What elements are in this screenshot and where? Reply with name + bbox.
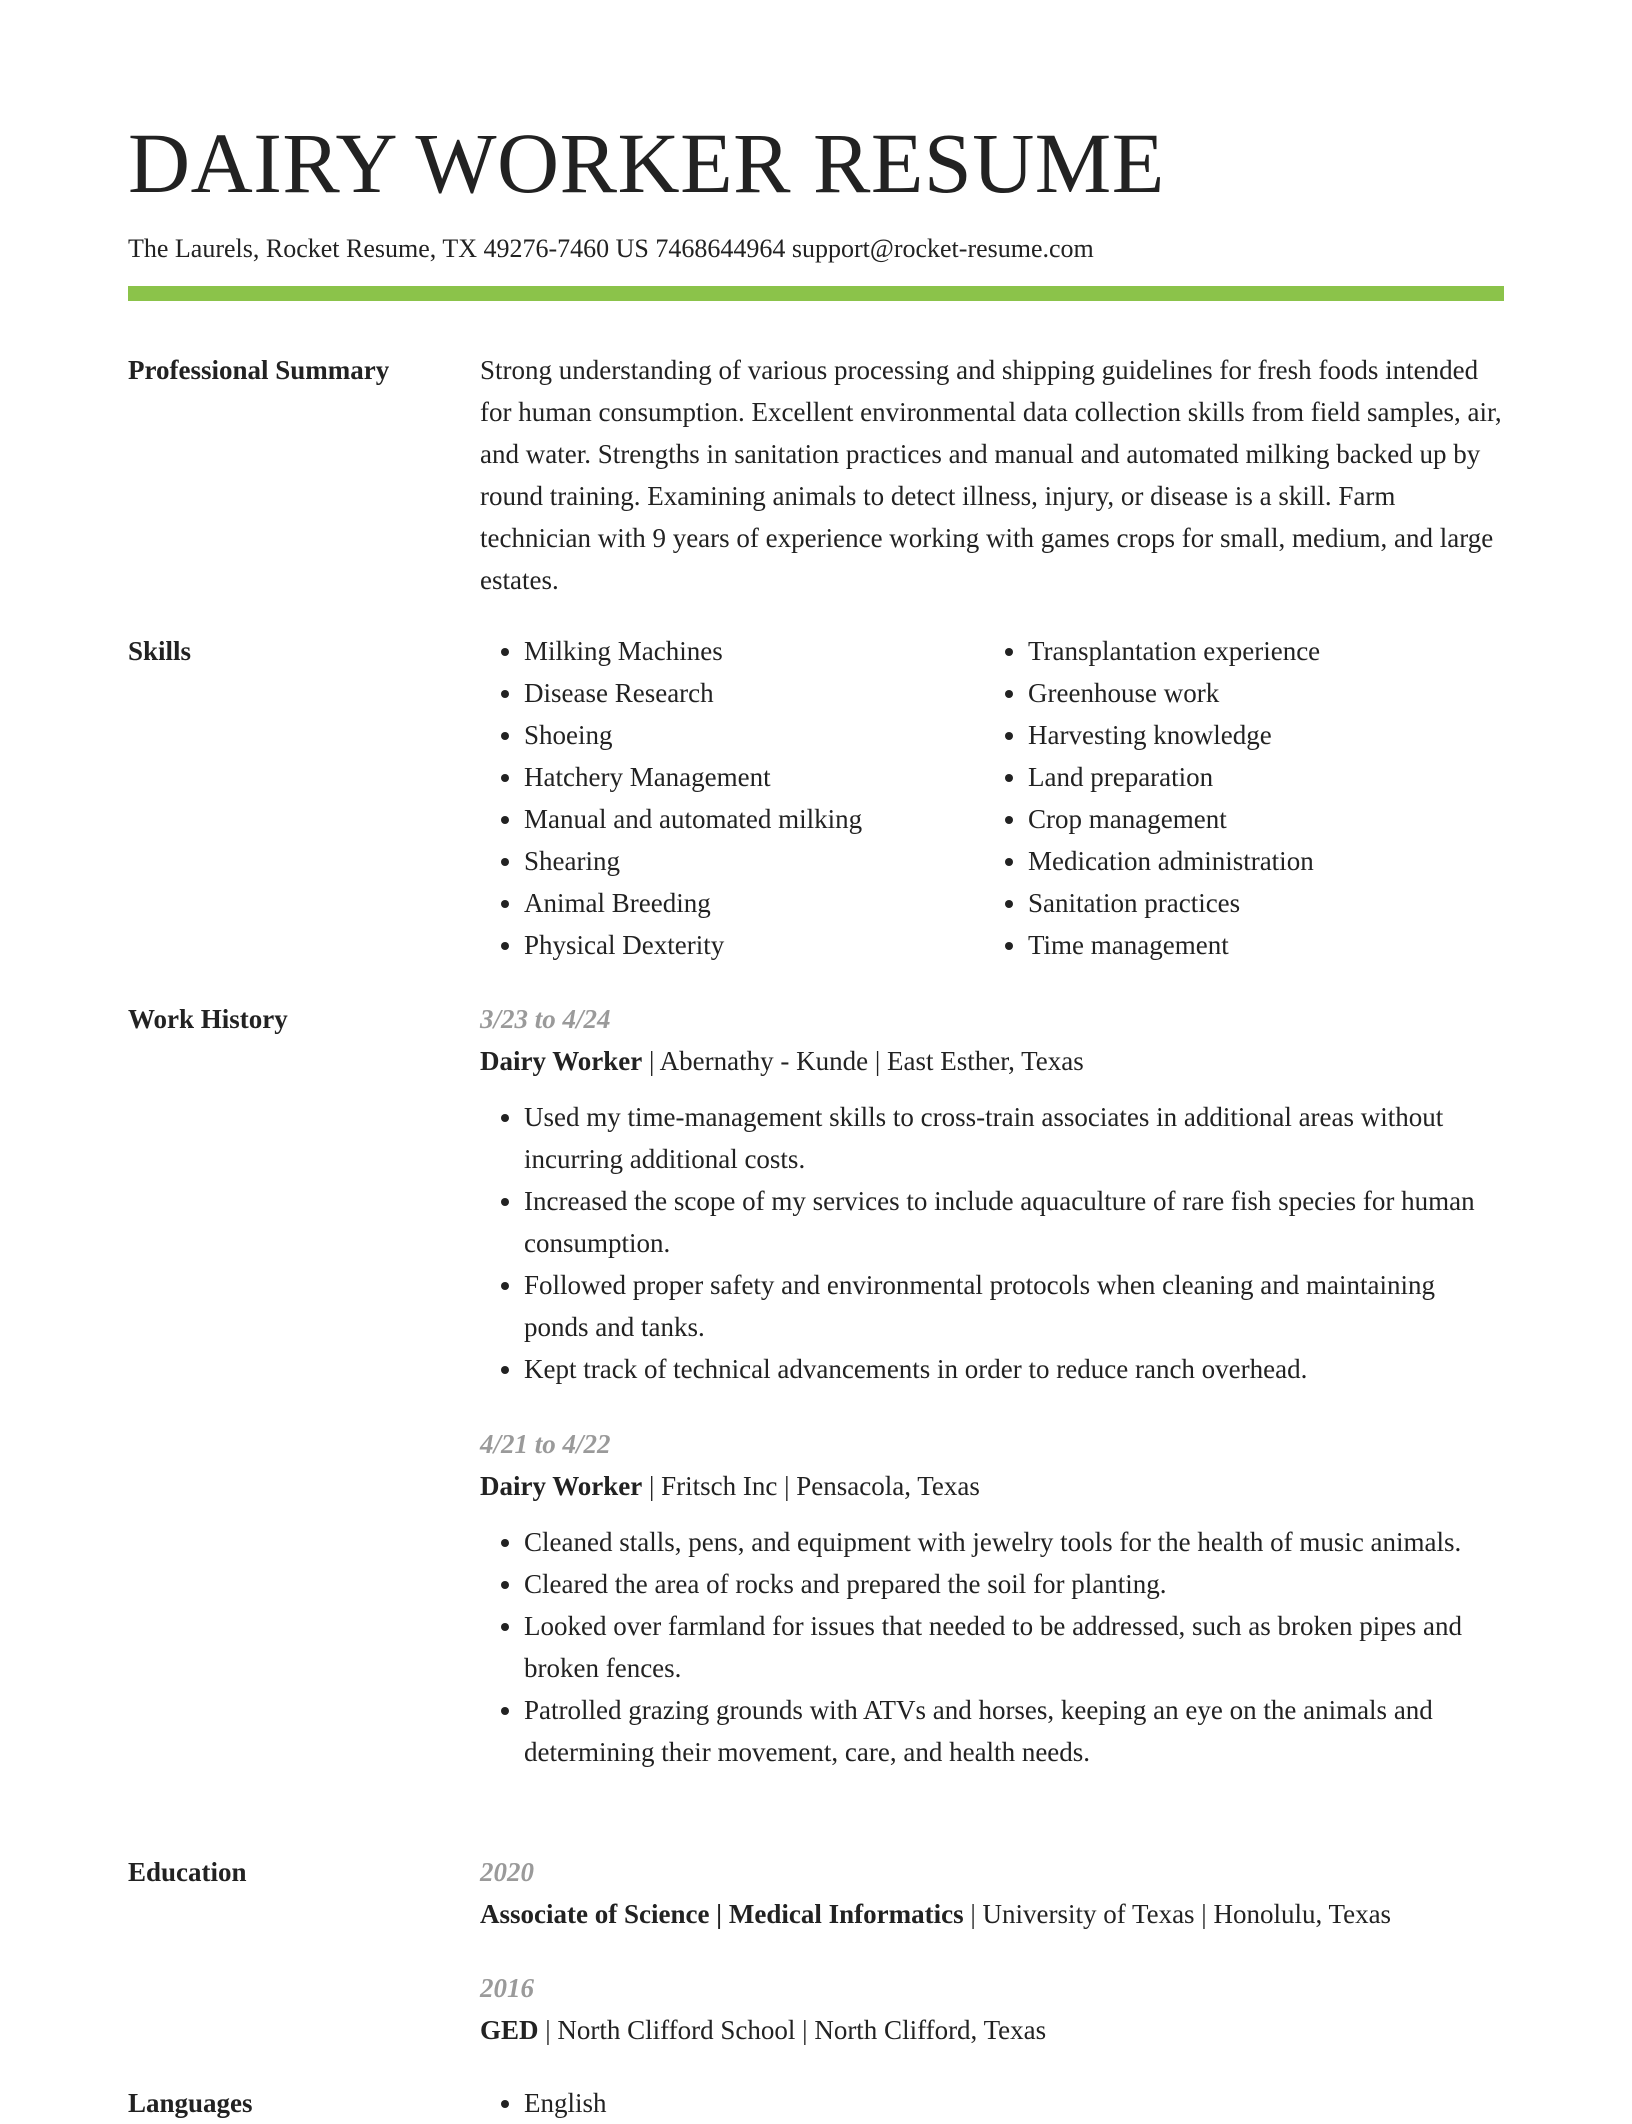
job-bullet: • Increased the scope of my services to include aquaculture of rare fish species for human consumption. bbox=[524, 1180, 1504, 1264]
languages-heading: Languages bbox=[128, 2088, 253, 2118]
skill-item: • Greenhouse work bbox=[1028, 672, 1488, 714]
job-details: | Fritsch Inc | Pensacola, Texas bbox=[642, 1471, 980, 1501]
skill-item: • Transplantation experience bbox=[1028, 630, 1488, 672]
job-entry bbox=[480, 998, 1504, 1390]
education-heading-line bbox=[480, 2009, 1504, 2051]
education-year: 2020 bbox=[480, 1857, 534, 1887]
job-dates: 3/23 to 4/24 bbox=[480, 1004, 611, 1034]
education-entry bbox=[480, 1851, 1504, 1935]
skill-item: • Shearing bbox=[524, 840, 984, 882]
skill-item: • Medication administration bbox=[1028, 840, 1488, 882]
language-item: • English bbox=[524, 2082, 1504, 2124]
job-bullet: • Cleaned stalls, pens, and equipment with jewelry tools for the health of music animals. bbox=[524, 1521, 1504, 1563]
job-bullet: • Patrolled grazing grounds with ATVs and horses, keeping an eye on the animals and determining their movement, care, and health needs. bbox=[524, 1689, 1504, 1773]
skill-item: • Harvesting knowledge bbox=[1028, 714, 1488, 756]
skill-item: • Milking Machines bbox=[524, 630, 984, 672]
education-degree: Associate of Science | Medical Informatics bbox=[480, 1899, 964, 1929]
skills-section bbox=[480, 630, 1504, 966]
job-bullet: • Looked over farmland for issues that needed to be addressed, such as broken pipes and broken fences. bbox=[524, 1605, 1504, 1689]
job-title: Dairy Worker bbox=[480, 1471, 643, 1501]
contact-info: The Laurels, Rocket Resume, TX 49276-7460 US 7468644964 support@rocket-resume.com bbox=[128, 234, 1094, 263]
job-bullet: • Kept track of technical advancements in order to reduce ranch overhead. bbox=[524, 1348, 1504, 1390]
skill-item: • Land preparation bbox=[1028, 756, 1488, 798]
job-bullet: • Used my time-management skills to cross-train associates in additional areas without incurring additional costs. bbox=[524, 1096, 1504, 1180]
job-bullets bbox=[480, 1521, 1504, 1773]
work-history-heading: Work History bbox=[128, 1004, 288, 1034]
job-details: | Abernathy - Kunde | East Esther, Texas bbox=[642, 1046, 1084, 1076]
education-details: | North Clifford School | North Clifford, Texas bbox=[538, 2015, 1047, 2045]
job-title: Dairy Worker bbox=[480, 1046, 643, 1076]
skills-heading: Skills bbox=[128, 636, 192, 666]
summary-section bbox=[480, 349, 1504, 601]
skill-item: • Shoeing bbox=[524, 714, 984, 756]
education-heading-line bbox=[480, 1893, 1504, 1935]
skill-item: • Time management bbox=[1028, 924, 1488, 966]
summary-heading: Professional Summary bbox=[128, 355, 390, 385]
skill-item: • Sanitation practices bbox=[1028, 882, 1488, 924]
job-entry bbox=[480, 1423, 1504, 1773]
skill-item: • Manual and automated milking bbox=[524, 798, 984, 840]
skill-item: • Animal Breeding bbox=[524, 882, 984, 924]
skill-item: • Disease Research bbox=[524, 672, 984, 714]
skill-item: • Hatchery Management bbox=[524, 756, 984, 798]
education-degree: GED bbox=[480, 2015, 539, 2045]
skills-list-left bbox=[480, 630, 984, 966]
languages-list bbox=[480, 2082, 1504, 2124]
education-heading: Education bbox=[128, 1857, 247, 1887]
education-year: 2016 bbox=[480, 1973, 534, 2003]
resume-title: DAIRY WORKER RESUME bbox=[128, 115, 1165, 211]
job-heading bbox=[480, 1465, 1504, 1507]
job-bullets bbox=[480, 1096, 1504, 1390]
job-dates: 4/21 to 4/22 bbox=[480, 1429, 611, 1459]
skills-list-right bbox=[984, 630, 1488, 966]
job-bullet: • Followed proper safety and environmental protocols when cleaning and maintaining ponds and tanks. bbox=[524, 1264, 1504, 1348]
accent-divider bbox=[128, 286, 1504, 301]
job-bullet: • Cleared the area of rocks and prepared the soil for planting. bbox=[524, 1563, 1504, 1605]
languages-section bbox=[480, 2082, 1504, 2124]
education-entry bbox=[480, 1967, 1504, 2051]
job-heading bbox=[480, 1040, 1504, 1082]
summary-text: Strong understanding of various processing and shipping guidelines for fresh foods intended for human consumption. Excellent environmental data collection skills from field samples, air, and water. Strengths in sanitation practices and manual and automated milking backed up by round training. Examining animals to detect illness, injury, or disease is a skill. Farm technician with 9 years of experience working with games crops for small, medium, and large estates. bbox=[480, 355, 1502, 595]
education-details: | University of Texas | Honolulu, Texas bbox=[963, 1899, 1392, 1929]
skill-item: • Physical Dexterity bbox=[524, 924, 984, 966]
skill-item: • Crop management bbox=[1028, 798, 1488, 840]
